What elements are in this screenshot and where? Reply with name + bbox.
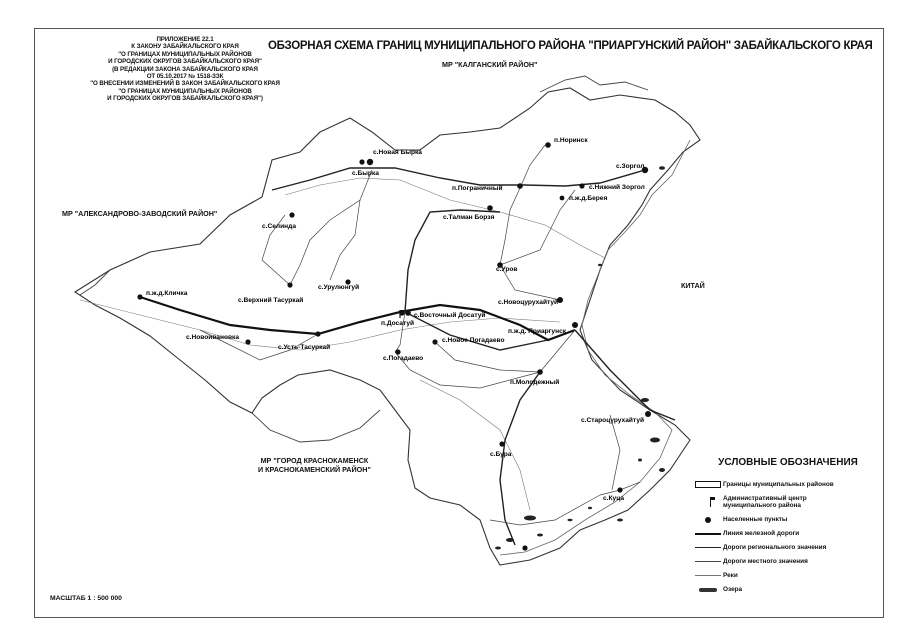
legend bbox=[693, 457, 873, 607]
svg-text:с.Талман Борзя: с.Талман Борзя bbox=[443, 214, 495, 221]
svg-text:п.Досатуй: п.Досатуй bbox=[381, 320, 415, 327]
settlement-starotsurukhaitui bbox=[581, 411, 651, 424]
settlement-novotsurukhaitui bbox=[498, 297, 563, 306]
svg-text:с.Бура: с.Бура bbox=[490, 451, 512, 458]
region-label-south-line2: И КРАСНОКАМЕНСКИЙ РАЙОН" bbox=[258, 465, 371, 474]
legend-label: Населенные пункты bbox=[723, 516, 788, 523]
region-label-south-line1: МР "ГОРОД КРАСНОКАМЕНСК bbox=[260, 456, 369, 465]
settlement-nizhny-zorgol bbox=[579, 183, 644, 191]
appendix-line: "О ГРАНИЦАХ МУНИЦИПАЛЬНЫХ РАЙОНОВ bbox=[118, 50, 252, 58]
lakes bbox=[495, 166, 665, 549]
svg-text:с.Урулюнгуй: с.Урулюнгуй bbox=[318, 284, 360, 291]
svg-text:с.Нижний Зоргол: с.Нижний Зоргол bbox=[589, 184, 645, 191]
appendix-line: (В РЕДАКЦИИ ЗАКОНА ЗАБАЙКАЛЬСКОГО КРАЯ bbox=[112, 65, 258, 73]
appendix-line: "О ГРАНИЦАХ МУНИЦИПАЛЬНЫХ РАЙОНОВ bbox=[118, 87, 252, 95]
legend-item-admin-center bbox=[693, 492, 873, 512]
svg-text:с.Погадаево: с.Погадаево bbox=[383, 355, 424, 362]
local-road-icon bbox=[693, 555, 723, 568]
svg-text:п.ж.д.Кличка: п.ж.д.Кличка bbox=[146, 290, 188, 297]
svg-text:п.ж.д.Берея: п.ж.д.Берея bbox=[569, 195, 608, 202]
appendix-line: ОТ 05.10.2017 № 1518-ЗЗК bbox=[146, 73, 224, 81]
region-label-east: КИТАЙ bbox=[681, 281, 705, 290]
region-label-west: МР "АЛЕКСАНДРОВО-ЗАВОДСКИЙ РАЙОН" bbox=[62, 209, 218, 218]
map-title: ОБЗОРНАЯ СХЕМА ГРАНИЦ МУНИЦИПАЛЬНОГО РАЙОНА "ПРИАРГУНСКИЙ РАЙОН" ЗАБАЙКАЛЬСКОГО КРАЯ bbox=[268, 40, 873, 52]
legend-item-lake bbox=[693, 583, 873, 596]
settlement-vostochny-dosatui bbox=[405, 310, 485, 319]
regional-road-east bbox=[575, 330, 675, 420]
legend-label: Административный центр муниципального района bbox=[723, 495, 807, 509]
river-south bbox=[420, 380, 530, 510]
legend-label: Озера bbox=[723, 586, 743, 593]
settlement-noriisk bbox=[545, 137, 588, 148]
settlement-kutsa bbox=[603, 487, 624, 502]
border-west bbox=[80, 270, 110, 295]
settlement-urulyungui bbox=[318, 279, 359, 291]
legend-item-railway bbox=[693, 527, 873, 540]
appendix-line: И ГОРОДСКИХ ОКРУГОВ ЗАБАЙКАЛЬСКОГО КРАЯ") bbox=[107, 95, 263, 103]
legend-item-local-road bbox=[693, 555, 873, 568]
railway-line-icon bbox=[693, 527, 723, 540]
river-argun bbox=[500, 140, 690, 555]
legend-item-regional-road bbox=[693, 541, 873, 554]
legend-item-border bbox=[693, 478, 873, 491]
settlement-novaya-byrka bbox=[367, 149, 422, 165]
svg-text:п.Норинск: п.Норинск bbox=[554, 137, 588, 144]
settlement-durai bbox=[522, 545, 527, 550]
dot-icon bbox=[693, 513, 723, 526]
regional-road-central bbox=[405, 210, 500, 312]
svg-text:с.Куца: с.Куца bbox=[603, 495, 624, 502]
legend-label: Дороги местного значения bbox=[723, 558, 808, 565]
legend-label: Дороги регионального значения bbox=[723, 544, 827, 551]
flag-icon bbox=[693, 496, 723, 509]
svg-text:с.Новоивановка: с.Новоивановка bbox=[186, 334, 240, 341]
map-scale: МАСШТАБ 1 : 500 000 bbox=[50, 595, 122, 602]
settlement-pogadaevo bbox=[383, 349, 423, 362]
svg-text:с.Усть-Тасуркай: с.Усть-Тасуркай bbox=[278, 344, 331, 351]
legend-item-river bbox=[693, 569, 873, 582]
appendix-line: И ГОРОДСКИХ ОКРУГОВ ЗАБАЙКАЛЬСКОГО КРАЯ" bbox=[108, 58, 262, 66]
svg-text:с.Бырка: с.Бырка bbox=[352, 170, 379, 177]
appendix-line: ПРИЛОЖЕНИЕ 22.1 bbox=[156, 36, 214, 43]
legend-item-settlement bbox=[693, 513, 873, 526]
lake-icon bbox=[693, 583, 723, 596]
svg-text:с.Уров: с.Уров bbox=[496, 266, 518, 273]
settlement-bura bbox=[490, 441, 512, 458]
svg-text:с.Восточный Досатуй: с.Восточный Досатуй bbox=[414, 312, 486, 319]
regional-road-icon bbox=[693, 541, 723, 554]
svg-text:с.Новоцурухайтуй: с.Новоцурухайтуй bbox=[498, 299, 559, 306]
svg-text:с.Селинда: с.Селинда bbox=[262, 223, 297, 230]
appendix-line: К ЗАКОНУ ЗАБАЙКАЛЬСКОГО КРАЯ bbox=[131, 43, 239, 51]
settlement-selinda bbox=[262, 212, 296, 230]
svg-text:п.ж.д. Приаргунск: п.ж.д. Приаргунск bbox=[508, 328, 567, 335]
region-label-south bbox=[258, 456, 371, 474]
settlement-verkhny-tasurkai bbox=[238, 282, 303, 304]
river-icon bbox=[693, 569, 723, 582]
legend-label: Линия железной дороги bbox=[723, 530, 800, 537]
region-label-north: МР "КАЛГАНСКИЙ РАЙОН" bbox=[442, 60, 538, 69]
legend-label: Границы муниципальных районов bbox=[723, 481, 834, 488]
settlement-ust-tasurkai bbox=[278, 331, 330, 351]
settlement-zorgol bbox=[616, 163, 648, 173]
legend-label: Реки bbox=[723, 572, 738, 579]
svg-text:п.Пограничный: п.Пограничный bbox=[452, 185, 503, 192]
border-symbol-icon bbox=[693, 478, 723, 491]
svg-text:с.Новое Погадаево: с.Новое Погадаево bbox=[442, 337, 505, 344]
settlement-novoe-pogadaevo bbox=[432, 337, 504, 345]
settlement-talman-borzya bbox=[443, 205, 494, 221]
appendix-line: "О ВНЕСЕНИИ ИЗМЕНЕНИЙ В ЗАКОН ЗАБАЙКАЛЬСКОГО КРАЯ bbox=[90, 80, 280, 88]
border-south bbox=[252, 410, 380, 442]
svg-text:с.Староцурухайтуй: с.Староцурухайтуй bbox=[581, 417, 645, 424]
svg-text:с.Зоргол: с.Зоргол bbox=[616, 163, 645, 170]
svg-text:с.Новая Бырка: с.Новая Бырка bbox=[373, 149, 422, 156]
settlement-urov bbox=[496, 262, 517, 273]
legend-title: УСЛОВНЫЕ ОБОЗНАЧЕНИЯ bbox=[718, 457, 858, 468]
svg-text:с.Верхний Тасуркай: с.Верхний Тасуркай bbox=[238, 297, 304, 304]
settlements bbox=[137, 137, 651, 551]
settlement-novoivanovka bbox=[186, 334, 251, 345]
svg-text:п.Молодежный: п.Молодежный bbox=[510, 379, 560, 386]
border-north bbox=[540, 76, 648, 92]
